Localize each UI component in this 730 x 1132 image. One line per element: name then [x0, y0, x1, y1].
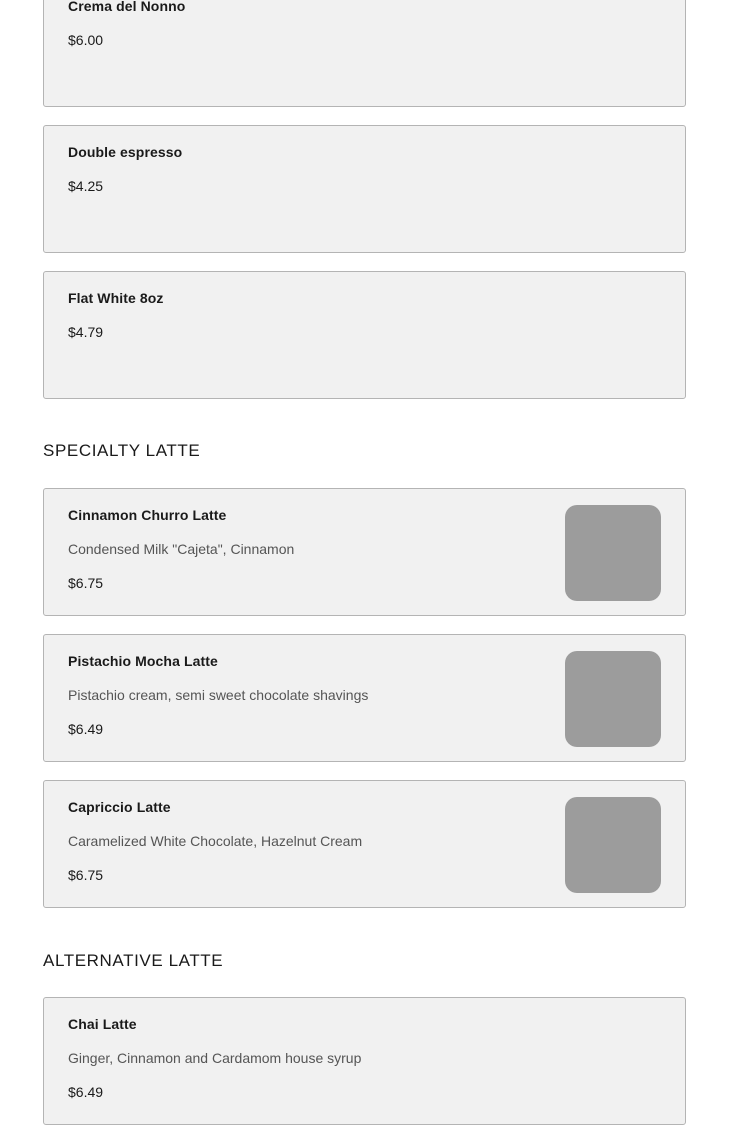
menu-item-card[interactable] [43, 780, 686, 908]
menu-item-card[interactable] [43, 271, 686, 399]
menu-item-card[interactable] [43, 125, 686, 253]
item-price: $4.79 [68, 324, 104, 340]
item-image-placeholder [565, 651, 661, 747]
item-description: Pistachio cream, semi sweet chocolate shavings [68, 687, 369, 703]
section-title: ALTERNATIVE LATTE [43, 951, 224, 970]
item-image-placeholder [565, 797, 661, 893]
item-price: $6.49 [68, 721, 104, 737]
item-name: Crema del Nonno [68, 0, 186, 14]
item-name: Flat White 8oz [68, 290, 164, 306]
item-price: $6.75 [68, 575, 104, 591]
item-description: Caramelized White Chocolate, Hazelnut Cream [68, 833, 363, 849]
menu-item-card[interactable] [43, 0, 686, 107]
item-image-placeholder [565, 505, 661, 601]
item-name: Cinnamon Churro Latte [68, 507, 227, 523]
item-price: $6.75 [68, 867, 104, 883]
item-name: Pistachio Mocha Latte [68, 653, 218, 669]
menu-item-card[interactable] [43, 997, 686, 1125]
item-price: $6.49 [68, 1084, 104, 1100]
menu-item-card[interactable] [43, 488, 686, 616]
item-name: Double espresso [68, 144, 183, 160]
item-description: Condensed Milk "Cajeta", Cinnamon [68, 541, 295, 557]
item-price: $4.25 [68, 178, 104, 194]
item-description: Ginger, Cinnamon and Cardamom house syrup [68, 1050, 362, 1066]
item-name: Capriccio Latte [68, 799, 171, 815]
menu-item-card[interactable] [43, 634, 686, 762]
item-price: $6.00 [68, 32, 104, 48]
item-name: Chai Latte [68, 1016, 137, 1032]
section-title: SPECIALTY LATTE [43, 441, 201, 460]
